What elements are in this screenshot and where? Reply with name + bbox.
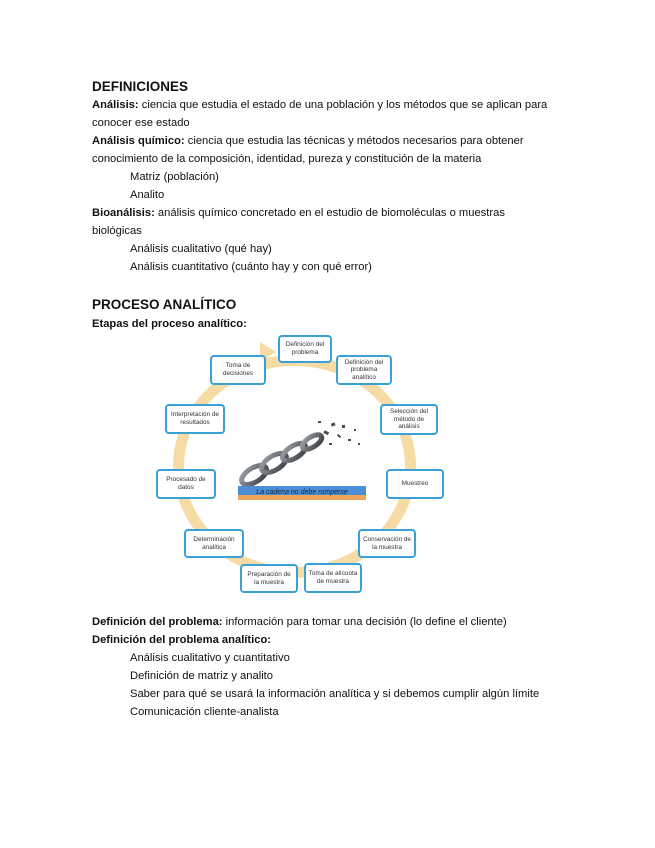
term-analisis-quimico: Análisis químico: (92, 135, 185, 147)
definition-text: ciencia que estudia las técnicas y métodos necesarios para obtener (184, 135, 524, 147)
definition-text-continued: conocer ese estado (92, 117, 190, 129)
stage-toma-alicuota: Toma de alícuota de muestra (304, 563, 362, 593)
list-item: Matriz (población) (130, 171, 219, 183)
definition-analisis (92, 96, 547, 114)
stage-definicion-problema-analitico: Definición del problema analítico (336, 355, 392, 385)
list-item: Análisis cuantitativo (cuánto hay y con qué error) (130, 261, 372, 273)
stage-determinacion: Determinación analítica (184, 529, 244, 558)
caption-text: La cadena no debe romperse (256, 489, 348, 496)
term-bioanalisis: Bioanálisis: (92, 207, 155, 219)
definition-text: información para tomar una decisión (lo define el cliente) (222, 616, 507, 628)
caption-bar (238, 486, 366, 500)
stage-conservacion: Conservación de la muestra (358, 529, 416, 558)
term-definicion-problema-analitico: Definición del problema analítico: (92, 634, 272, 646)
list-item: Comunicación cliente-analista (130, 706, 279, 718)
stage-interpretacion: Interpretación de resultados (165, 404, 225, 434)
definition-problema (92, 613, 507, 631)
definition-text-continued: conocimiento de la composición, identidad, pureza y constitución de la materia (92, 153, 482, 165)
stage-toma-decisiones: Toma de decisiones (210, 355, 266, 385)
definition-text-continued: biológicas (92, 225, 142, 237)
term-definicion-problema: Definición del problema: (92, 616, 223, 628)
section-title-proceso: PROCESO ANALÍTICO (92, 297, 237, 312)
definition-text: análisis químico concretado en el estudio de biomoléculas o muestras (154, 207, 505, 219)
stage-muestreo: Muestreo (386, 469, 444, 499)
list-item: Análisis cualitativo (qué hay) (130, 243, 272, 255)
section-title-definiciones: DEFINICIONES (92, 79, 189, 94)
analytical-process-diagram (150, 333, 455, 595)
stage-preparacion: Preparación de la muestra (240, 564, 298, 593)
term-analisis: Análisis: (92, 99, 139, 111)
list-item: Definición de matriz y analito (130, 670, 274, 682)
definition-text: ciencia que estudia el estado de una población y los métodos que se aplican para (138, 99, 548, 111)
definition-bioanalisis (92, 204, 505, 222)
definition-analisis-quimico (92, 132, 524, 150)
stage-procesado: Procesado de datos (156, 469, 216, 499)
list-item: Análisis cualitativo y cuantitativo (130, 652, 290, 664)
list-item: Saber para qué se usará la información analítica y si debemos cumplir algún límite (130, 688, 540, 700)
etapas-label: Etapas del proceso analítico: (92, 318, 247, 330)
stage-seleccion-metodo: Selección del método de análisis (380, 404, 438, 435)
stage-definicion-problema: Definición del problema (278, 335, 332, 363)
list-item: Analito (130, 189, 165, 201)
